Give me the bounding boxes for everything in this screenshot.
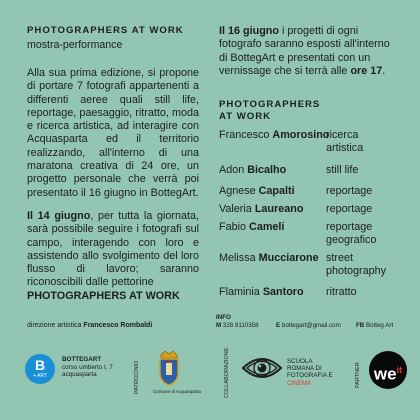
bottegart-logo [25,354,55,384]
photographer-name [219,185,295,198]
event-title: PHOTOGRAPHERS AT WORK [27,25,184,36]
date-june-16: Il 16 giugno [219,25,279,37]
bottegart-town: acquasparta [62,371,97,378]
photographer-genre: reportage [326,185,373,197]
scuola-line: SCUOLA [287,358,313,365]
last-name: Mucciarone [258,252,319,264]
photographer-genre: reportage geografico [326,221,377,247]
info-phone [216,322,259,329]
partner-label: PARTNER [355,362,361,388]
event-subtitle: mostra-performance [27,39,123,51]
photographer-name [219,129,329,142]
facebook-label: FB [356,322,365,329]
vernissage-time: ore 17 [350,64,383,77]
first-name: Fabio [219,221,247,233]
we-logo-sup: it [396,365,403,375]
we-logo-text: we [373,364,397,384]
period: . [382,64,386,77]
scuola-line: FOTOGRAFIA E [287,372,333,380]
comune-crest-icon [157,349,181,392]
info-label: INFO [216,314,231,321]
last-name: Bicalho [247,164,287,176]
direzione-label: direzione artistica [27,322,82,329]
photographer-name [219,164,286,177]
we-partner-logo [369,351,407,389]
info-email [276,322,341,329]
heading-line-2: AT WORK [219,110,272,122]
vernissage-text: i progetti di ogni fotografo saranno esposti all'interno di BottegArt e presentati con un vernissage che si terrà alle [219,25,390,77]
photographer-name [219,286,304,299]
collaborazione-label: COLLABORAZIONE [224,347,230,398]
phone-label: M [216,322,222,329]
direzione-name: Francesco Rombaldi [83,322,153,329]
scuola-line: ROMANA DI [287,365,322,373]
artistic-direction [27,322,152,329]
first-name: Melissa [219,252,256,264]
last-name: Laureano [254,203,304,215]
scuola-label [287,358,333,387]
schedule-text: , per tutta la giornata, sarà possibile seguire i fotografi sul campo, interagendo con loro e assistendo allo svolgimento del loro flusso di lavoro; saranno riconoscibili dalle pettorine [27,210,199,289]
photographers-heading [219,99,339,122]
bottegart-street: corso umberto I, 7 [62,363,113,371]
first-name: Valeria [219,203,252,215]
photographer-genre: ritratto [326,286,357,298]
photographer-genre: ricerca artistica [326,129,364,155]
bottegart-logo-b: B [34,357,46,373]
schedule-end: PHOTOGRAPHERS AT WORK [27,289,180,302]
first-name: Flaminia [219,286,260,298]
comune-label: Comune di Acquasparta [153,389,202,394]
facebook-page: Botteg Art [365,322,394,329]
date-june-14: Il 14 giugno [27,210,91,222]
photographer-name [219,252,319,265]
first-name: Agnese [219,185,256,197]
last-name: Cameli [249,221,285,233]
vernissage-paragraph [219,25,399,78]
first-name: Adon [219,164,245,176]
schedule-paragraph [27,210,199,303]
scuola-eye-icon [241,353,283,388]
scuola-line-cinema: CINEMA [287,379,312,387]
heading-line-1: PHOTOGRAPHERS [219,99,321,110]
last-name: Santoro [262,286,304,298]
photographer-genre: street photography [326,252,387,278]
intro-paragraph: Alla sua prima edizione, si propone di portare 7 fotografi appartenenti a differenti aeree quali still life, reportage, paesaggio, ritratto, moda e ricerca artistica, ad interagire con Acquasparta ed il territorio realizzando, all'interno di una maratona creativa di 24 ore, un progetto personale che verrà poi presentato il 16 giugno in BottegArt. [27,67,199,199]
bottegart-logo-art: + ART [33,373,47,379]
photographer-genre: reportage [326,203,373,215]
phone-number: 328 8110358 [222,322,259,329]
email-label: E [276,322,281,329]
photographer-genre: still life [326,164,359,176]
photographer-name [219,203,303,216]
last-name: Amorosino [272,129,330,141]
info-facebook [356,322,393,329]
email-address: bottegart@gmail.com [281,322,341,329]
photographer-name [219,221,284,234]
last-name: Capalti [258,185,295,197]
bottegart-address [62,356,113,379]
bottegart-name: BOTTEGART [62,356,102,363]
first-name: Francesco [219,129,270,141]
patrocinio-label: PATROCINIO [134,360,140,394]
